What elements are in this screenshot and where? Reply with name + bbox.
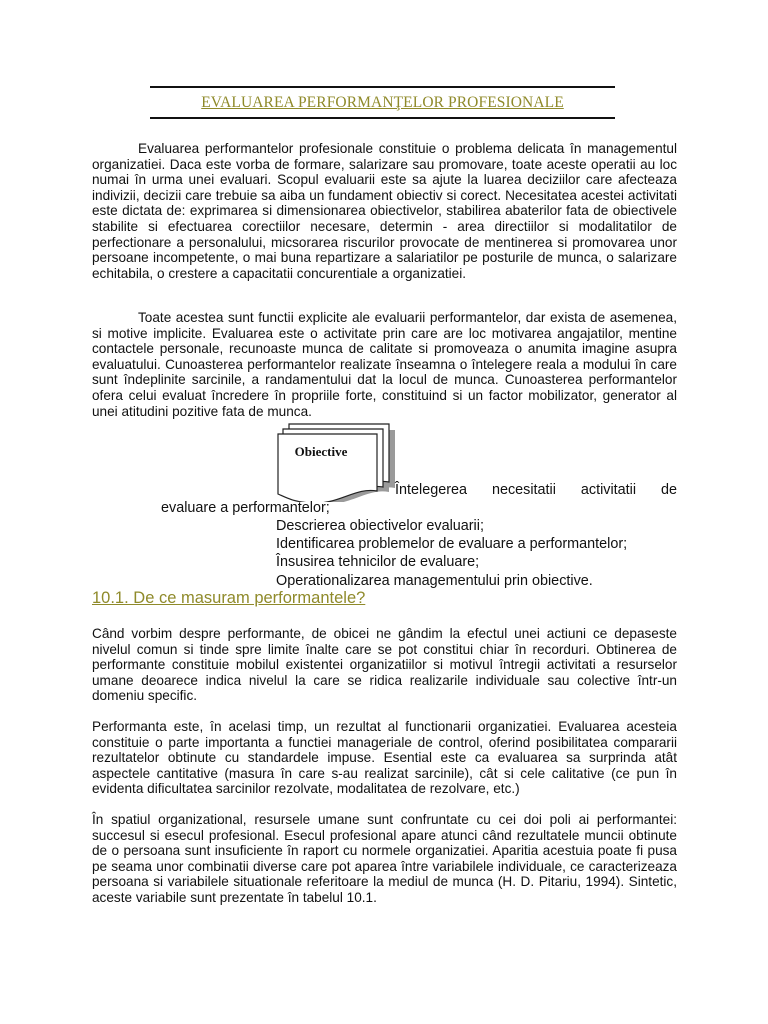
objective-item: Însusirea tehnicilor de evaluare;	[276, 554, 480, 571]
objective-item: Operationalizarea managementului prin obiective.	[276, 572, 593, 589]
intro-paragraph-1: Evaluarea performantelor profesionale constituie o problema delicata în managementul organizatiei. Daca este vorba de formare, salarizare sau promovare, toate aceste operatii au loc numai în urma unei evaluari. Scopul evaluarii este sa ajute la luarea deciziilor care afecteaza indivizii, decizii care trebuie sa aiba un fundament obiectiv si corect. Necesitatea acestei activitati este dictata de: exprimarea si dimensionarea obiectivelor, stabilirea abaterilor fata de obiectivele stabilite si efectuarea corectiilor necesare, determin - area directiilor si modalitatilor de perfectionare a personalului, micsorarea riscurilor provocate de mentinerea si promovarea unor persoane incompetente, o mai buna repartizare a salariatilor pe posturile de munca, o salarizare echitabila, o crestere a capacitatii concurentiale a organizatiei.	[92, 141, 677, 281]
objectives-lead-line: Întelegerea necesitatii activitatii de	[395, 482, 677, 498]
section-heading: 10.1. De ce masuram performantele?	[92, 589, 366, 607]
section-paragraph-2: Performanta este, în acelasi timp, un rezultat al functionarii organizatiei. Evaluarea acesteia constituie o parte importanta a functiei manageriale de control, oferind posibilitatea compararii rezultatelor obtinute cu standardele impuse. Esential este ca evaluarea sa surprinda atât aspectele cantitative (masura în care s-au realizat sarcinile), cât si cele calitative (ce pun în evidenta dificultatea sarcinilor rezolvate, modalitatea de rezolvare, etc.)	[92, 719, 677, 797]
section-paragraph-1: Când vorbim despre performante, de obicei ne gândim la efectul unei actiuni ce depaseste nivelul comun si tinde spre limite înalte care se pot constitui chiar în recorduri. Obtinerea de performante constituie mobilul existentei organizatiilor si motivul întregii activitati a resurselor umane deoarece indica nivelul la care se ridica realizarile individuale sau colective într-un domeniu specific.	[92, 626, 677, 704]
objectives-list	[276, 517, 627, 590]
title-rule-bottom	[150, 117, 615, 119]
intro-paragraph-2: Toate acestea sunt functii explicite ale evaluarii performantelor, dar exista de asemenea, si motive implicite. Evaluarea este o activitate prin care are loc motivarea angajatilor, mentine contactele personale, recunoaste munca de calitate si promoveaza o anumita imagine asupra evaluatului. Cunoasterea performantelor realizate înseamna o întelegere reala a modului în care sunt îndeplinite sarcinile, a randamentului dat la locul de munca. Cunoasterea performantelor ofera celui evaluat încredere în propriile forte, constituind si un factor mobilizator, generator al unei atitudini pozitive fata de munca.	[92, 310, 677, 419]
objectives-document-stack-icon	[277, 420, 399, 502]
objective-item: Identificarea problemelor de evaluare a performantelor;	[276, 536, 628, 553]
objectives-lead-line-cont: evaluare a performantelor;	[161, 500, 330, 516]
document-title: EVALUAREA PERFORMANŢELOR PROFESIONALE	[201, 94, 564, 111]
diagram-label: Obiective	[294, 444, 348, 459]
section-paragraph-3: În spatiul organizational, resursele umane sunt confruntate cu cei doi poli ai performantei: succesul si esecul profesional. Esecul profesional apare atunci când rezultatele muncii obtinute de o persoana sunt insuficiente în raport cu normele organizatiei. Aparitia acestuia poate fi pusa pe seama unor combinatii diverse care pot aparea între variabilele individuale, ce caracterizeaza persoana si variabilele situationale referitoare la mediul de munca (H. D. Pitariu, 1994). Sintetic, aceste variabile sunt prezentate în tabelul 10.1.	[92, 812, 677, 905]
title-rule-top	[150, 86, 615, 88]
objective-item: Descrierea obiectivelor evaluarii;	[276, 518, 484, 534]
